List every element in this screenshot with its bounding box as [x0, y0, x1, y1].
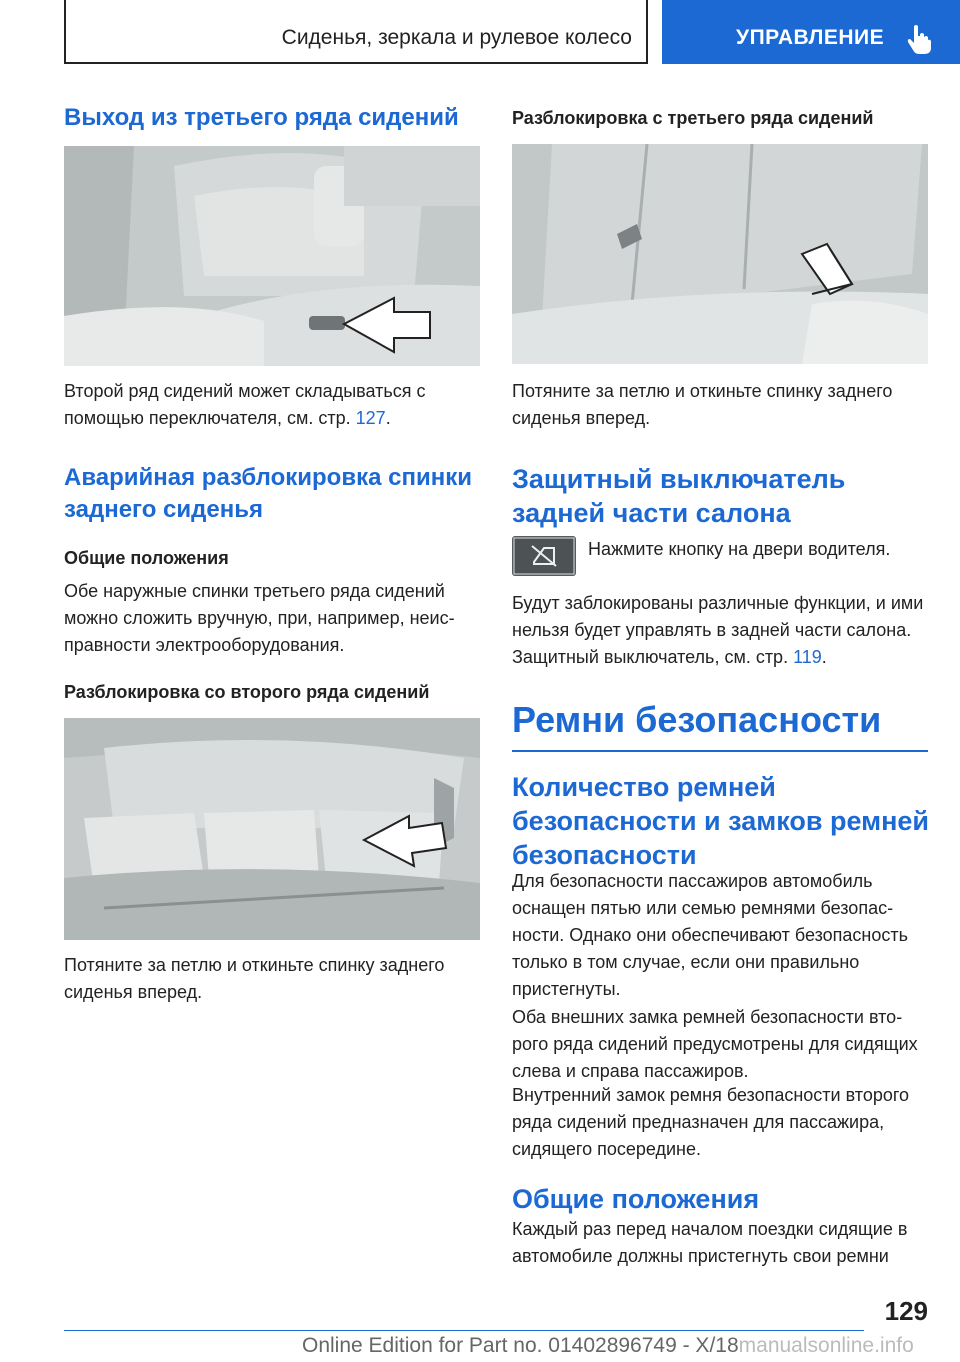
- second-row-text: Потяните за петлю и откиньте спинку заднего сиденья вперед.: [64, 955, 445, 1002]
- childlock-text-body: Будут заблокированы различные функции, и ими нельзя будет управлять в задней части салона. Защитный выключатель, см. стр.: [512, 593, 924, 667]
- general-title: Общие положения: [64, 548, 229, 568]
- count-paragraph-3: Внутренний замок ремня безопасности второго ряда сидений предназначен для пассажира, сидящего посередине.: [512, 1085, 910, 1159]
- childlock-page-link[interactable]: 119: [793, 647, 822, 667]
- exit-text: Второй ряд сидений может складываться с помощью переключателя, см. стр. 127.: [64, 381, 426, 428]
- count-paragraph-1: Для безопасности пассажиров автомобиль оснащен пятью или семью ремнями безопасности. Однако они обеспечивают безопасность только в том случае, если они правильно пристегнуты.: [512, 871, 908, 999]
- header-section-title: Сиденья, зеркала и рулевое колесо: [281, 26, 632, 49]
- header-chapter-box: [662, 0, 960, 64]
- general2-title: Общие положения: [512, 1184, 760, 1214]
- chapter-title: Ремни безопасности: [512, 696, 928, 752]
- footer-edition-text: Online Edition for Part no. 01402896749 - X/18: [302, 1334, 739, 1357]
- general2-text: Каждый раз перед началом поездки сидящие в автомобиле должны пристегнуть свои ремни: [512, 1219, 908, 1266]
- third-row-seat-image: [512, 144, 928, 364]
- second-row-switch-image: [64, 146, 480, 366]
- third-row-title: Разблокировка с третьего ряда сидений: [512, 108, 874, 128]
- count-title: Количество ремней безопасности и замков ремней безопасности: [512, 772, 930, 870]
- general-text: Обе наружные спинки третьего ряда сидений можно сложить вручную, при, например, неисправности электрооборудования.: [64, 581, 455, 655]
- third-row-text: Потяните за петлю и откиньте спинку заднего сиденья вперед.: [512, 381, 893, 428]
- second-row-seat-image: [64, 718, 480, 940]
- header-chapter-title: УПРАВЛЕНИЕ: [736, 26, 885, 49]
- childlock-title: Защитный выключатель задней части салона: [512, 464, 846, 528]
- childlock-icon-text: Нажмите кнопку на двери водителя.: [588, 539, 891, 559]
- window-lock-icon: [512, 536, 576, 576]
- exit-text-body: Второй ряд сидений может складываться с помощью переключателя, см. стр.: [64, 381, 426, 428]
- childlock-text: Будут заблокированы различные функции, и ими нельзя будет управлять в задней части салона. Защитный выключатель, см. стр. 119.: [512, 593, 924, 667]
- count-paragraph-2: Оба внешних замка ремней безопасности второго ряда сидений предусмотрены для сидящих слева и справа пассажиров.: [512, 1007, 918, 1081]
- footer-edition: [302, 1334, 914, 1358]
- footer-site[interactable]: manualsonline.info: [738, 1334, 914, 1357]
- page-number: 129: [884, 1296, 928, 1326]
- exit-page-link[interactable]: 127: [355, 408, 386, 428]
- exit-title: Выход из третьего ряда сидений: [64, 104, 459, 131]
- hand-pointer-icon: [906, 24, 932, 54]
- emergency-title: Аварийная разблокировка спинки заднего сиденья: [64, 464, 472, 523]
- header-section-box: [64, 0, 648, 64]
- second-row-title: Разблокировка со второго ряда сидений: [64, 682, 430, 702]
- footer-rule: [64, 1330, 864, 1331]
